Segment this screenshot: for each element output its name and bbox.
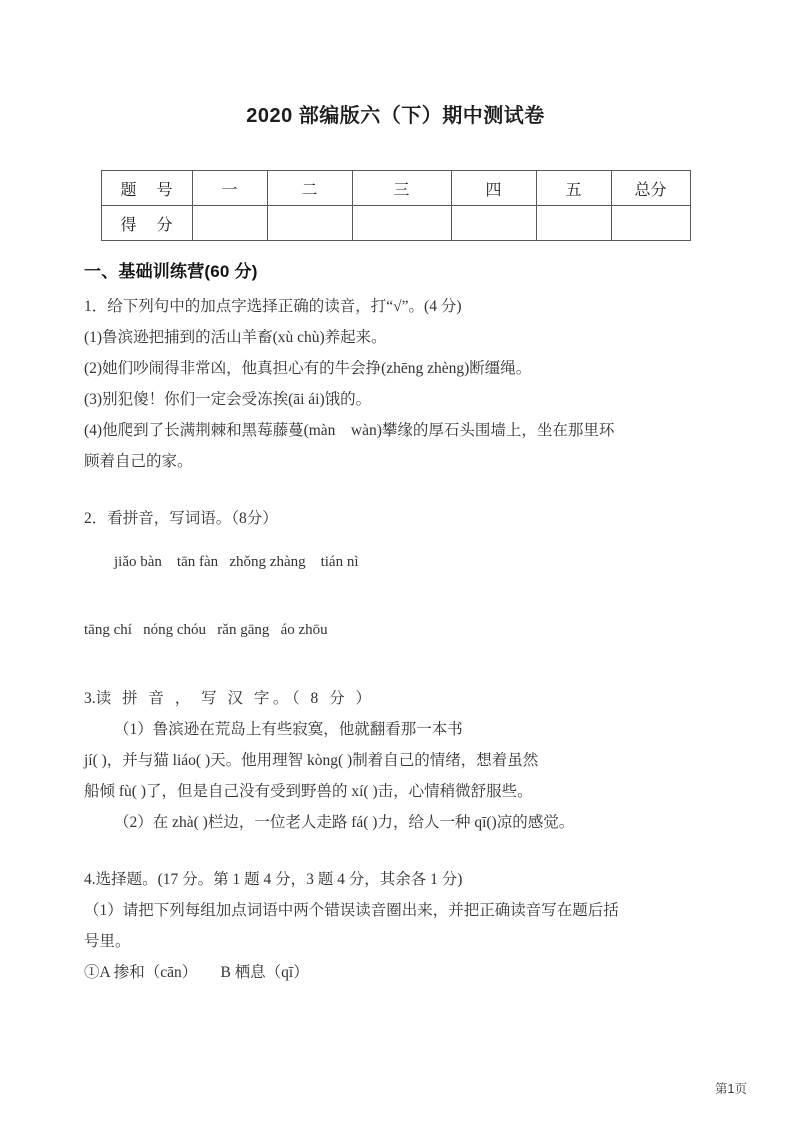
question-4-number: 4. <box>84 871 96 888</box>
question-1-item-3: (3)别犯傻！你们一定会受冻挨(āi ái)饿的。 <box>84 391 372 408</box>
spacer <box>84 577 703 615</box>
score-table-header-4: 四 <box>451 171 536 206</box>
score-cell-total[interactable] <box>611 206 690 241</box>
question-4-item-1-cont: 号里。 <box>84 933 131 950</box>
table-row <box>101 171 690 206</box>
score-cell-1[interactable] <box>192 206 267 241</box>
score-table-header-3: 三 <box>352 171 451 206</box>
question-3-stem <box>84 683 703 714</box>
score-table-row-label-score: 得 分 <box>101 206 192 241</box>
question-3-item-2: jí( )，并与猫 liáo( )天。他用理智 kòng( )制着自己的情绪，想着虽然 <box>84 752 539 769</box>
question-3-number: 3. <box>84 690 96 707</box>
question-3-stem-text: 读 拼 音 ， 写 汉 字。（ 8 分 ） <box>95 690 375 707</box>
question-2-pinyin-row-2: tāng chí nóng chóu rǎn gāng áo zhōu <box>84 622 328 638</box>
question-4-item-1: （1）请把下列每组加点词语中两个错误读音圈出来，并把正确读音写在题后括 <box>84 902 619 919</box>
score-table-header-5: 五 <box>536 171 611 206</box>
question-3-item-4: （2）在 zhà( )栏边，一位老人走路 fá( )力，给人一种 qī()凉的感觉。 <box>114 814 575 831</box>
spacer <box>84 838 703 864</box>
question-1-item-1: (1)鲁滨逊把捕到的活山羊畜(xù chù)养起来。 <box>84 329 387 346</box>
question-2-stem <box>84 503 703 534</box>
question-3-item-1: （1）鲁滨逊在荒岛上有些寂寞，他就翻看那一本书 <box>114 721 463 738</box>
score-table-header-total: 总分 <box>611 171 690 206</box>
score-table-header-2: 二 <box>267 171 352 206</box>
question-1-stem-text: 给下列句中的加点字选择正确的读音，打“√”。(4 分) <box>107 298 462 315</box>
question-4-stem-text: 选择题。(17 分。第 1 题 4 分，3 题 4 分，其余各 1 分) <box>95 871 463 888</box>
question-1-stem <box>84 291 703 322</box>
question-3-item-3: 船倾 fù( )了，但是自己没有受到野兽的 xí( )击，心情稍微舒服些。 <box>84 783 533 800</box>
score-table <box>101 170 691 241</box>
question-1-number: 1． <box>84 298 108 315</box>
question-2-number: 2． <box>84 510 108 527</box>
score-cell-3[interactable] <box>352 206 451 241</box>
spacer <box>84 477 703 503</box>
question-4-stem <box>84 864 703 895</box>
score-table-row-label-question: 题 号 <box>101 171 192 206</box>
score-cell-4[interactable] <box>451 206 536 241</box>
spacer <box>84 534 703 547</box>
page-number-footer: 第1页 <box>715 1082 747 1096</box>
section-heading-1: 一、基础训练营(60 分) <box>84 262 258 281</box>
question-1-item-4-cont: 顾着自己的家。 <box>84 453 193 470</box>
score-cell-5[interactable] <box>536 206 611 241</box>
question-1-item-4: (4)他爬到了长满荆棘和黑莓藤蔓(màn wàn)攀缘的厚石头围墙上，坐在那里环 <box>84 422 615 439</box>
exam-content <box>0 257 791 988</box>
question-2-stem-text: 看拼音，写词语。（8分） <box>107 510 278 527</box>
score-table-container <box>0 128 791 241</box>
spacer <box>84 645 703 683</box>
question-1-item-2: (2)她们吵闹得非常凶，他真担心有的牛会挣(zhēng zhèng)断缰绳。 <box>84 360 532 377</box>
table-row <box>101 206 690 241</box>
score-table-header-1: 一 <box>192 171 267 206</box>
question-2-pinyin-row-1: jiǎo bàn tān fàn zhǒng zhàng tián nì <box>114 554 359 570</box>
page-title: 2020 部编版六（下）期中测试卷 <box>246 105 545 127</box>
question-4-item-2: ①A 掺和（cān） B 栖息（qī） <box>84 964 309 981</box>
score-cell-2[interactable] <box>267 206 352 241</box>
